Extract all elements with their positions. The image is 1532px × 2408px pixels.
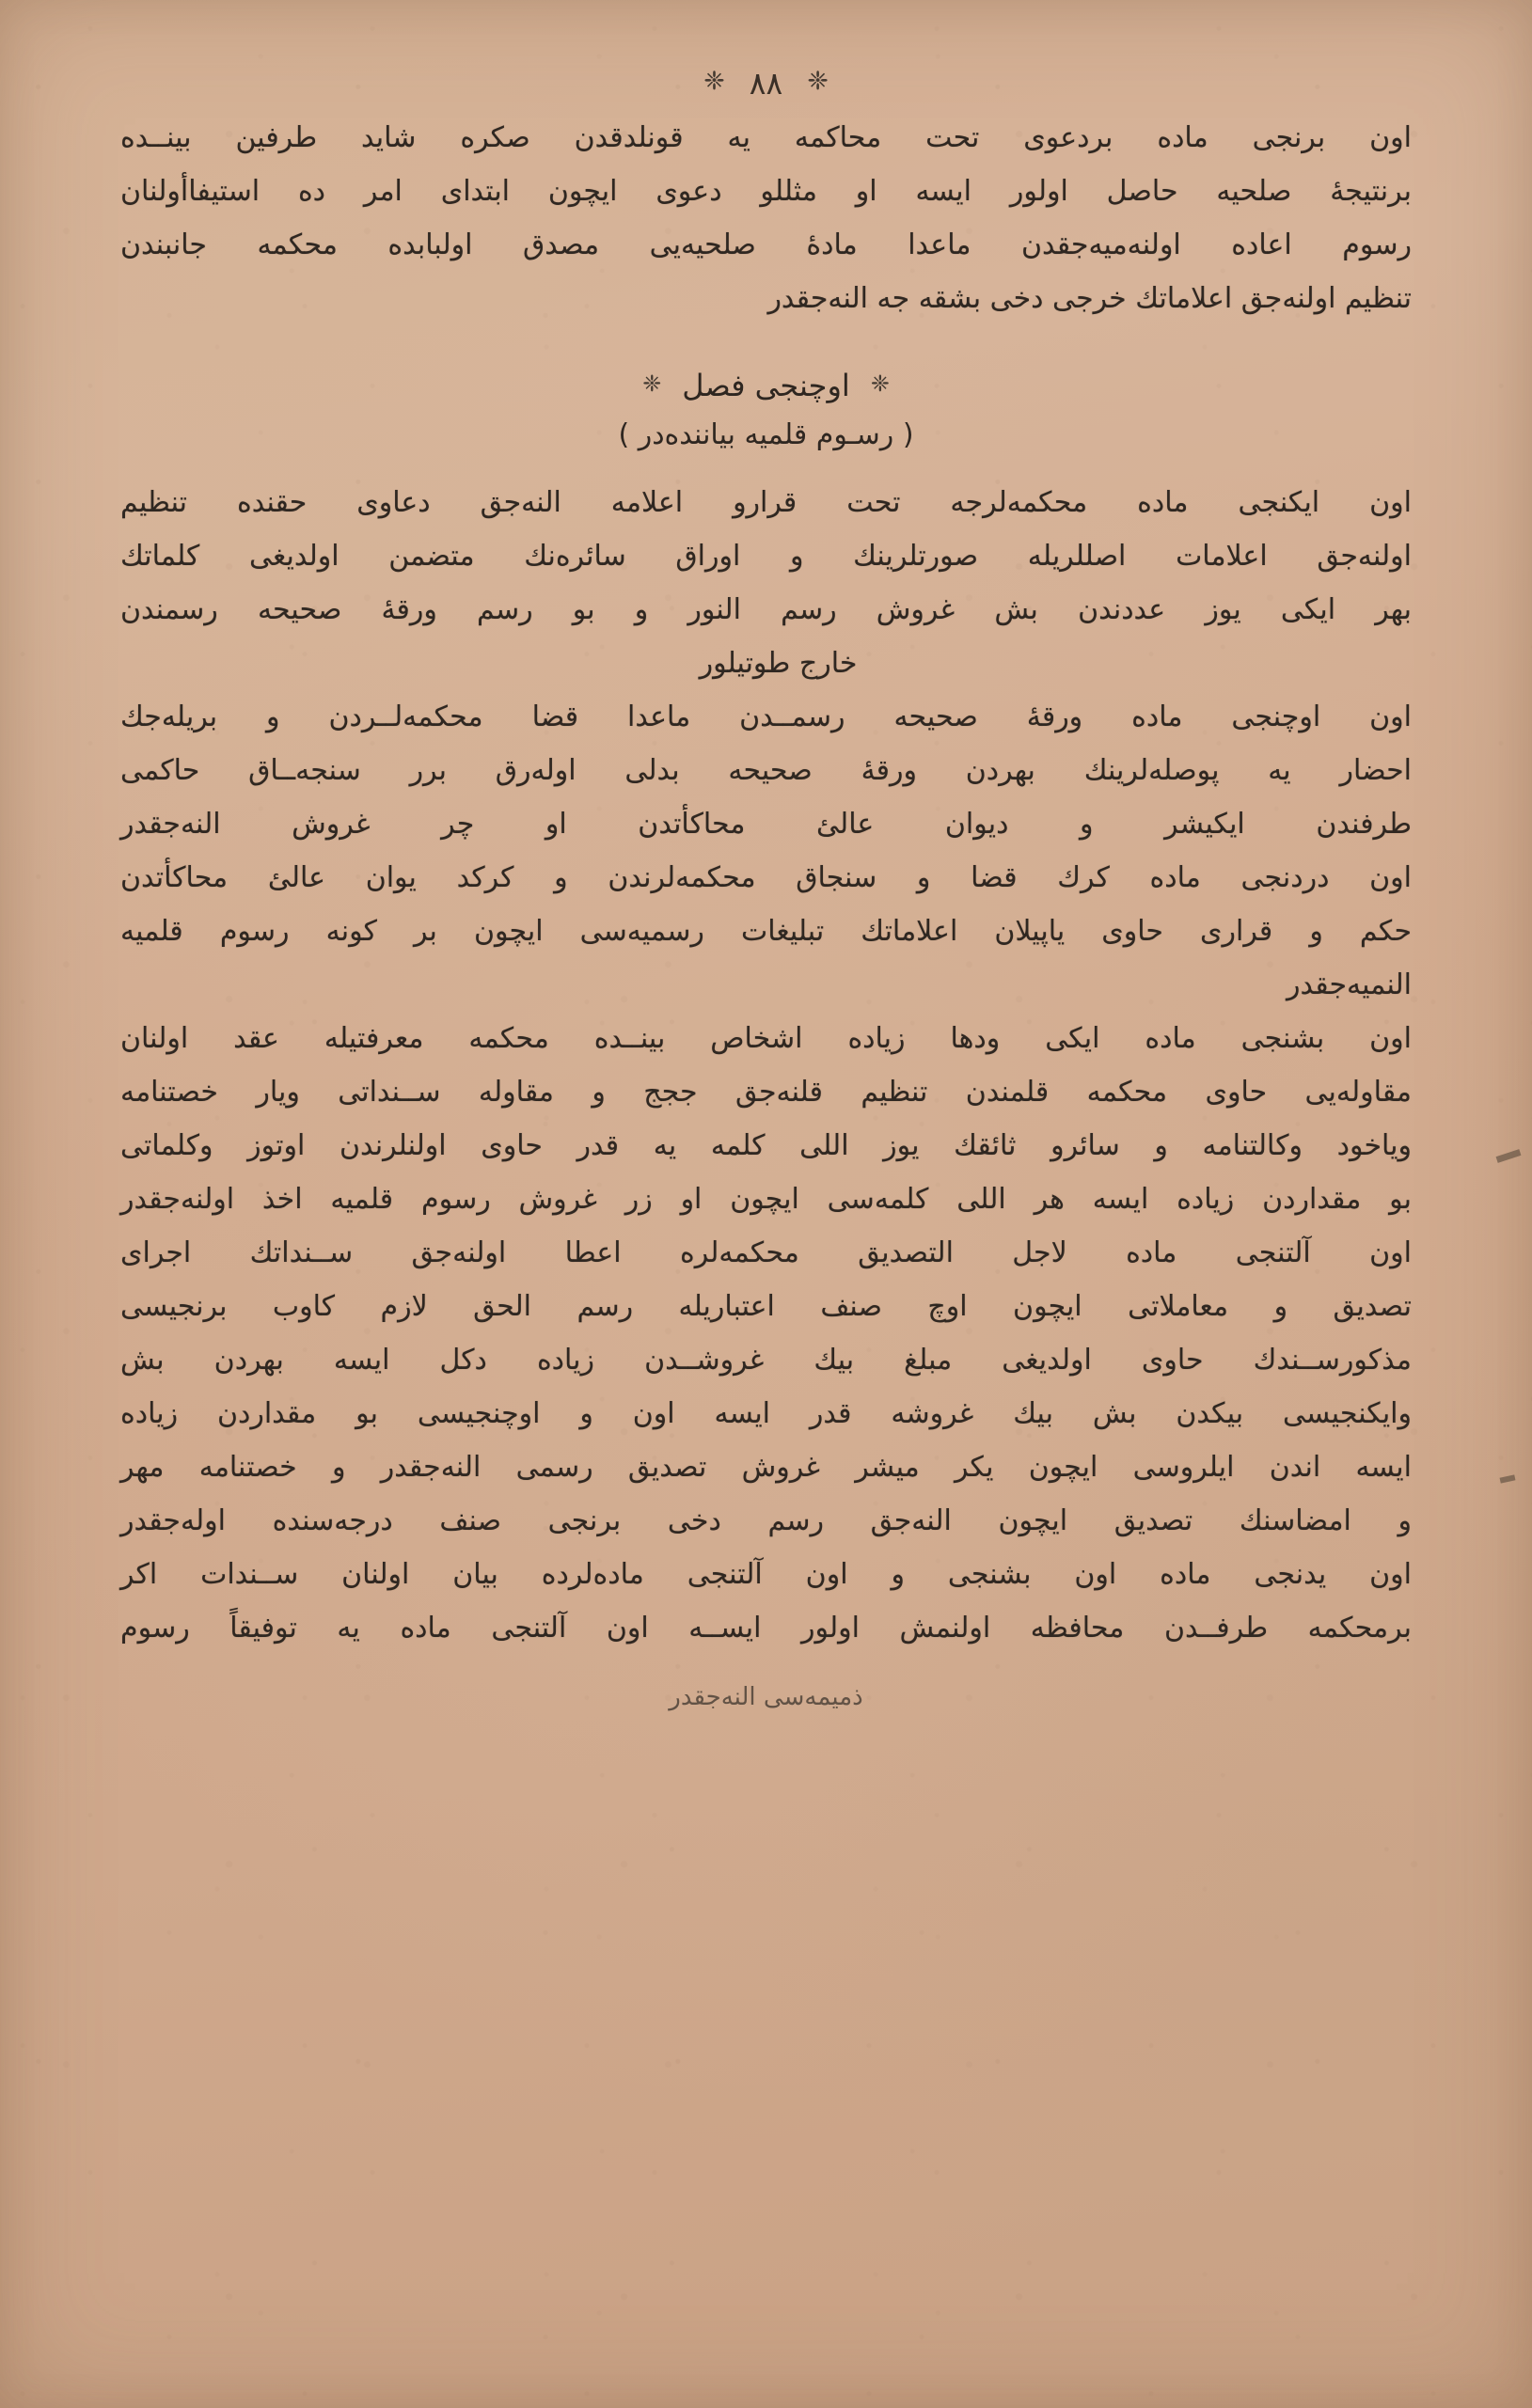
text-line: ویاخود وكالتنامه و سائرو ثائقك یوز اللی كلمه یه قدر حاوی اولنلرندن اوتوز وكلماتی: [120, 1129, 1412, 1162]
text-line: برنتيجهٔ صلحيه حاصل اولور ایسه او مثللو دعوی ایچون ابتدای امر ده استیفاأولنان: [120, 175, 1412, 208]
text-line: بو مقداردن زیاده ایسه هر اللی كلمه‌سی ایچون او زر غروش رسوم قلميه اخذ اولنه‌جقدر: [120, 1183, 1412, 1216]
text-line: تنظیم اولنه‌جق اعلاماتك خرجی دخی بشقه جه النه‌جقدر: [767, 282, 1412, 315]
text-line: مذكورســندك حاوی اولدیغی مبلغ بیك غروشــدن زیاده دكل ایسه بهردن بش: [120, 1344, 1412, 1377]
article-11: [120, 121, 1412, 338]
article-12: [120, 486, 1412, 703]
text-line: و امضاسنك تصدیق ایچون النه‌جق رسم دخی برنجی صنف درجه‌سنده اوله‌جقدر: [120, 1504, 1412, 1537]
floral-ornament-icon: ❈: [642, 370, 662, 397]
text-line: تصدیق و معاملاتی ایچون اوچ صنف اعتباریله رسم الحق لازم كاوب برنجیسی: [120, 1290, 1412, 1323]
article-16: [120, 1236, 1412, 1561]
text-line: مقاوله‌یی حاوی محکمه قلمندن تنظیم قلنه‌جق ججج و مقاوله ســنداتی ویار خصتنامه: [120, 1076, 1412, 1109]
section-subtitle: ( رسـوم قلميه بياننده‌در ): [618, 418, 914, 451]
article-15: [120, 1022, 1412, 1239]
text-line: اون دردنجی ماده كرك قضا و سنجاق محكمه‌لرندن و كركد یوان عالئ محاكأتدن: [120, 861, 1412, 894]
article-14: [120, 861, 1412, 1025]
floral-ornament-icon: ❈: [870, 370, 890, 397]
page-header: [120, 58, 1412, 107]
text-line: اون آلتنجی ماده لاجل التصدیق محكمه‌لره اعطا اولنه‌جق ســنداتك اجرای: [120, 1236, 1412, 1269]
text-line: اون بشنجی ماده ایکی ودها زیاده اشخاص بینــده محکمه معرفتیله عقد اولنان: [120, 1022, 1412, 1055]
text-line: بهر ایکی یوز عددندن بش غروش رسم النور و بو رسم ورقهٔ صحیحه رسمندن: [120, 593, 1412, 626]
text-line: رسوم اعاده اولنه‌میه‌جقدن ماعدا مادهٔ صلحيه‌یی مصدق اولبابده محکمه جانبندن: [120, 228, 1412, 261]
catchword: ذميمه‌سی النه‌جقدر: [669, 1683, 863, 1711]
text-line: اولنه‌جق اعلامات اصللریله صورتلرینك و اوراق سائره‌نك متضمن اولدیغی كلماتك: [120, 540, 1412, 573]
floral-ornament-icon: ❈: [807, 66, 829, 96]
floral-ornament-icon: ❈: [703, 66, 725, 96]
article-17: [120, 1558, 1412, 1668]
text-line: طرفندن ایکیشر و دیوان عالئ محاكأتدن او چر غروش النه‌جقدر: [120, 808, 1412, 841]
text-line: اون یدنجی ماده اون بشنجی و اون آلتنجی ماده‌لرده بیان اولنان ســندات اكر: [120, 1558, 1412, 1591]
text-line: اون اوچنجی ماده ورقهٔ صحیحه رسمــدن ماعدا قضا محکمه‌لــردن و بریله‌جك: [120, 700, 1412, 733]
text-line: النميه‌جقدر: [1287, 968, 1412, 1001]
text-line: وایکنجیسی بیكدن بش بیك غروشه قدر ایسه اون و اوچنجیسی بو مقداردن زیاده: [120, 1397, 1412, 1430]
text-line: خارج طوتیلور: [699, 647, 858, 680]
section-heading-text: اوچنجی فصل: [682, 368, 850, 403]
text-line: احضار یه پوصله‌لرینك بهردن ورقهٔ صحیحه بدلی اوله‌رق برر سنجه‌ــاق حاكمی: [120, 754, 1412, 787]
text-line: اون ایکنجی ماده محکمه‌لرجه تحت قرارو اعلامه النه‌جق دعاوی حقنده تنظیم: [120, 486, 1412, 519]
text-line: ایسه اندن ایلروسی ایچون یکر میشر غروش تصدیق رسمی النه‌جقدر و خصتنامه مهر: [120, 1451, 1412, 1484]
article-13: [120, 700, 1412, 864]
section-heading: [120, 359, 1412, 412]
text-line: اون برنجی ماده بردعوی تحت محاکمه یه قونلدقدن صکره شاید طرفین بینــده: [120, 121, 1412, 154]
folio-number: ٨٨: [749, 64, 783, 102]
text-line: حکم و قراری حاوی یاپیلان اعلاماتك تبلیغات رسمیه‌سی ایچون بر كونه رسوم قلميه: [120, 915, 1412, 948]
text-line: برمحکمه طرفــدن محافظه اولنمش اولور ایســه اون آلتنجی ماده یه توفیقاً رسوم: [120, 1612, 1412, 1645]
